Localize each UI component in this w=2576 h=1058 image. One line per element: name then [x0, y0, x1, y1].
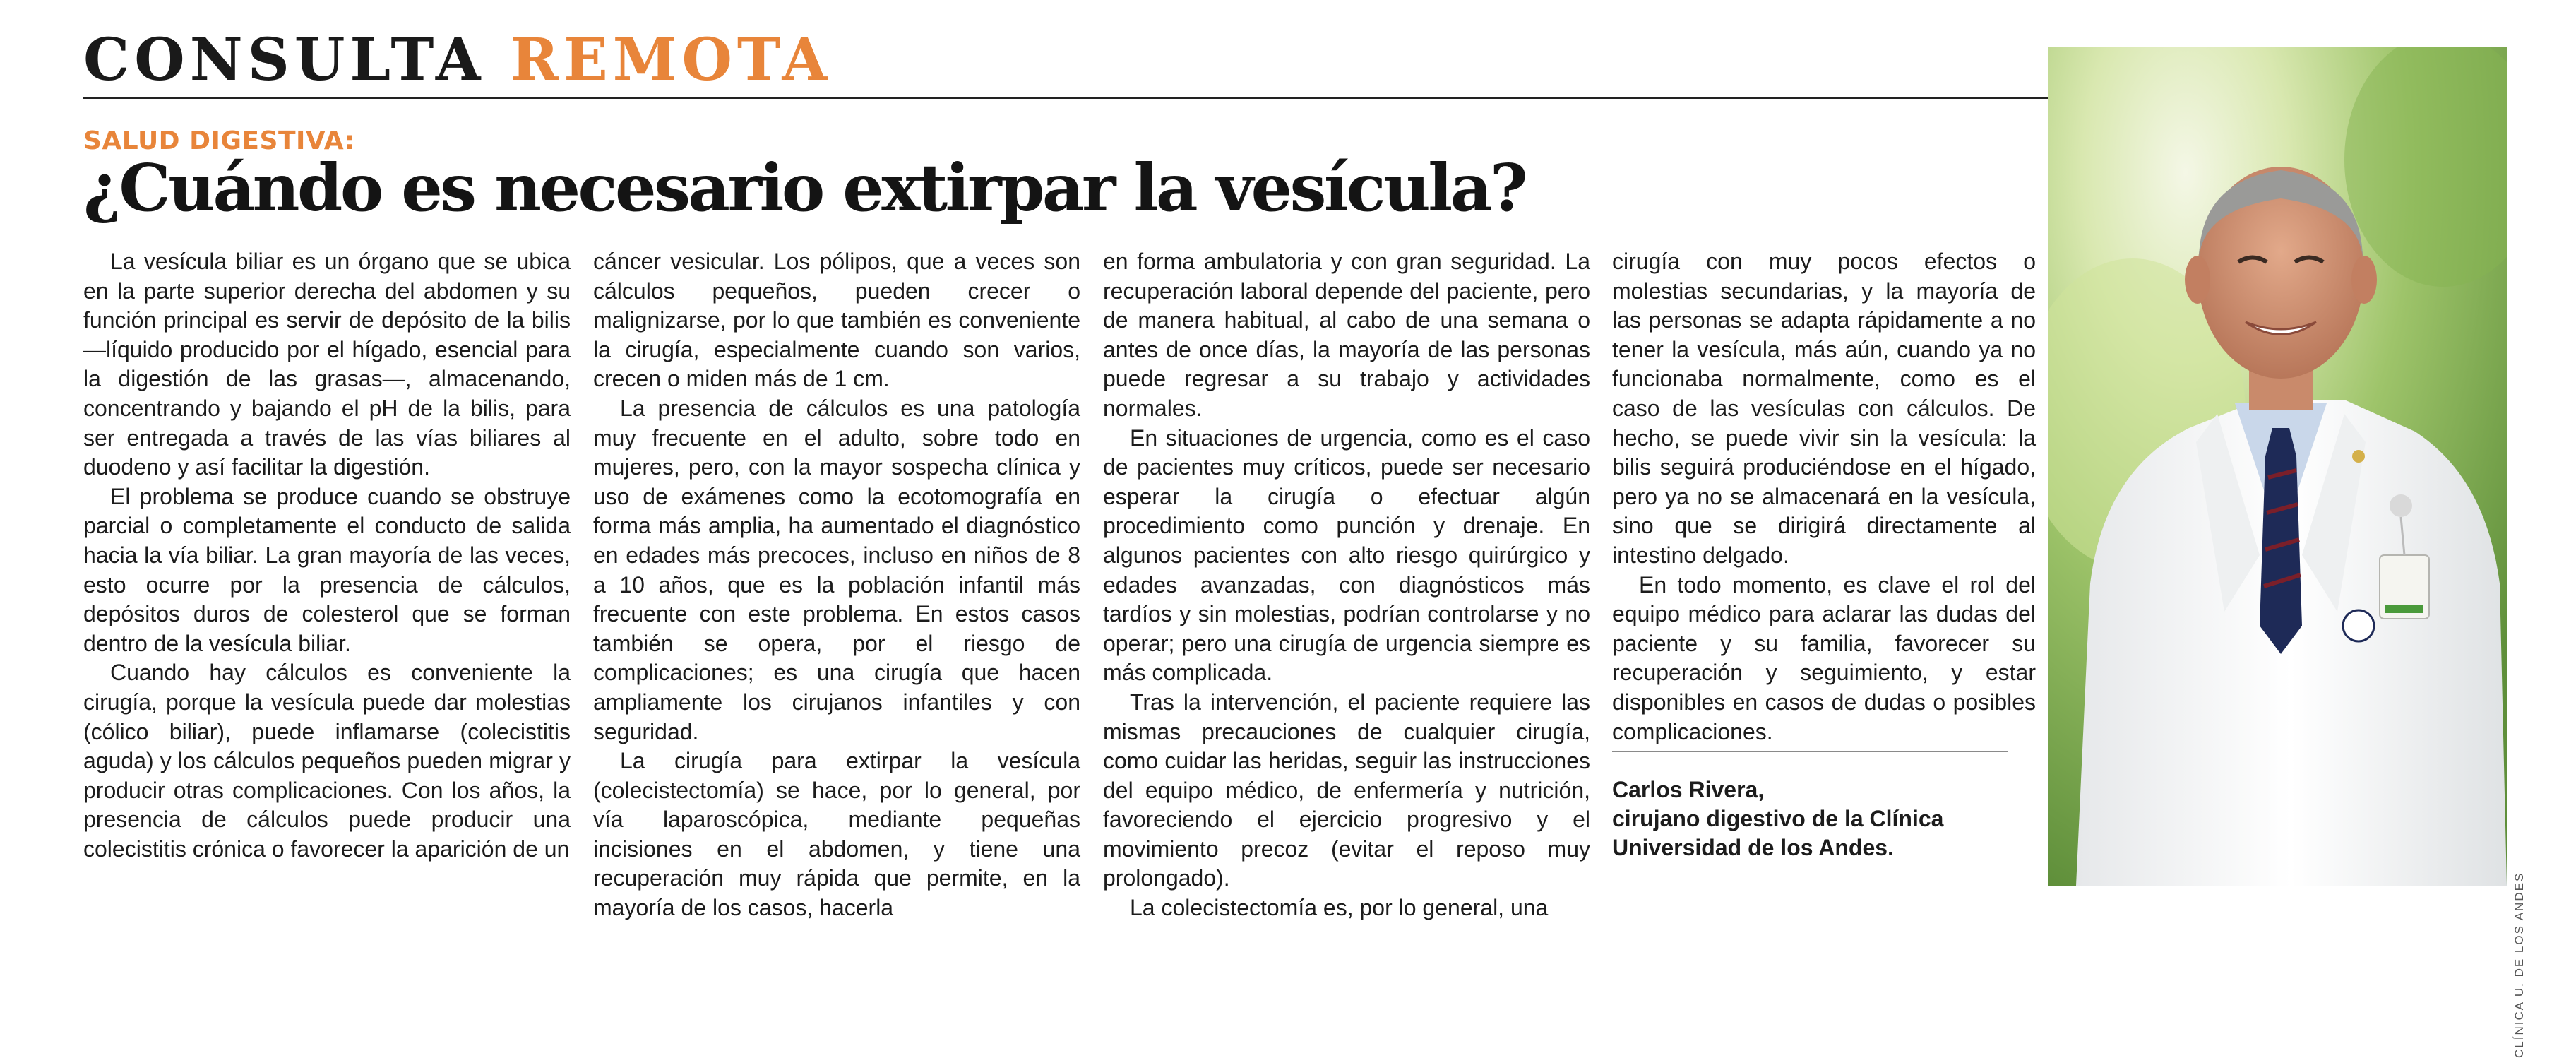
paragraph: En situaciones de urgencia, como es el caso de pacientes muy críticos, puede ser necesario esperar la cirugía o efectuar algún procedimiento como punción y drenaje. En algunos pacientes con alto riesgo quirúrgico y edades avanzadas, con diagnósticos más tardíos y sin molestias, podrían controlarse y no operar; pero una cirugía de urgencia siempre es más complicada.: [1103, 424, 1590, 686]
author-role-line-1: cirujano digestivo de la Clínica: [1612, 806, 1944, 831]
paragraph: La vesícula biliar es un órgano que se ubica en la parte superior derecha del abdomen y su función principal es servir de depósito de la bilis —líquido producido por el hígado, esencial para la digestión de las grasas—, almacenando, concentrando y bajando el pH de la bilis, para ser entregada a través de las vías biliares al duodeno y así facilitar la digestión.: [83, 249, 571, 480]
signature-rule: [1612, 751, 2008, 752]
article-column-2: [593, 247, 1080, 923]
article-column-1: [83, 247, 571, 864]
masthead-word-consulta: CONSULTA: [83, 26, 486, 94]
author-name: Carlos Rivera,: [1612, 777, 1765, 802]
paragraph: Cuando hay cálculos es conveniente la cirugía, porque la vesícula puede dar molestias (cólico biliar), puede inflamarse (colecistitis aguda) y los cálculos pequeños pueden migrar y producir otras complicaciones. Con los años, la presencia de cálculos puede producir una colecistitis crónica o favorecer la aparición de un: [83, 660, 571, 862]
paragraph: Tras la intervención, el paciente requiere las mismas precauciones de cualquier cirugía, como cuidar las heridas, seguir las instrucciones del equipo médico, de enfermería y nutrición, favoreciendo el ejercicio progresivo y el movimiento precoz (evitar el reposo muy prolongado).: [1103, 689, 1590, 891]
author-portrait-photo: [2048, 47, 2507, 886]
author-signature: [1612, 775, 2050, 862]
article-headline: ¿Cuándo es necesario extirpar la vesícula?: [83, 150, 1526, 226]
masthead-rule: [83, 97, 2121, 99]
portrait-illustration: [2048, 47, 2507, 886]
masthead-word-remota: REMOTA: [511, 26, 833, 94]
paragraph: La colecistectomía es, por lo general, una: [1130, 895, 1549, 921]
paragraph: La presencia de cálculos es una patología muy frecuente en el adulto, sobre todo en mujeres, pero, con la mayor sospecha clínica y uso de exámenes como la ecotomografía en forma más amplia, ha aumentado el diagnóstico en edades más precoces, incluso en niños de 8 a 10 años, que es la población infantil más frecuente con este problema. En estos casos también se opera, por el riesgo de complicaciones; es una cirugía que hacen ampliamente los cirujanos infantiles y con seguridad.: [593, 395, 1080, 744]
paragraph: En todo momento, es clave el rol del equipo médico para aclarar las dudas del paciente y su familia, favorecer su recuperación y seguimiento, y estar disponibles en casos de dudas o posibles complicaciones.: [1612, 571, 2036, 744]
paragraph-continued: cirugía con muy pocos efectos o molestias secundarias, y la mayoría de las personas se adapta rápidamente a no tener la vesícula, más aún, cuando ya no funcionaba normalmente, como es el caso de las vesículas con cálculos. De hecho, se puede vivir sin la vesícula: la bilis seguirá produciéndose en el hígado, pero ya no se almacenará en la vesícula, sino que se dirigirá directamente al intestino delgado.: [1612, 249, 2036, 568]
paragraph: La cirugía para extirpar la vesícula (colecistectomía) se hace, por lo general, por vía laparoscópica, mediante pequeñas incisiones en el abdomen, y tiene una recuperación muy rápida que permite, en la mayoría de los casos, hacerla: [593, 748, 1080, 921]
kicker-label: SALUD DIGESTIVA:: [83, 126, 355, 155]
section-masthead: [83, 26, 833, 94]
article-column-4: [1612, 247, 2036, 747]
photo-credit: CLÍNICA U. DE LOS ANDES: [2512, 872, 2526, 1058]
author-role-line-2: Universidad de los Andes.: [1612, 835, 1894, 860]
article-column-3: [1103, 247, 1590, 923]
paragraph: El problema se produce cuando se obstruye parcial o completamente el conducto de salida hacia la vía biliar. La gran mayoría de las veces, esto ocurre por la presencia de cálculos, depósitos duros de colesterol que se forman dentro de la vesícula biliar.: [83, 483, 571, 656]
paragraph-continued: en forma ambulatoria y con gran seguridad. La recuperación laboral depende del paciente, pero de manera habitual, al cabo de una semana o antes de once días, la mayoría de las personas puede regresar a su trabajo y actividades normales.: [1103, 249, 1590, 421]
paragraph-continued: cáncer vesicular. Los pólipos, que a veces son cálculos pequeños, pueden crecer o malignizarse, por lo que también es conveniente la cirugía, especialmente cuando son varios, crecen o miden más de 1 cm.: [593, 249, 1080, 392]
